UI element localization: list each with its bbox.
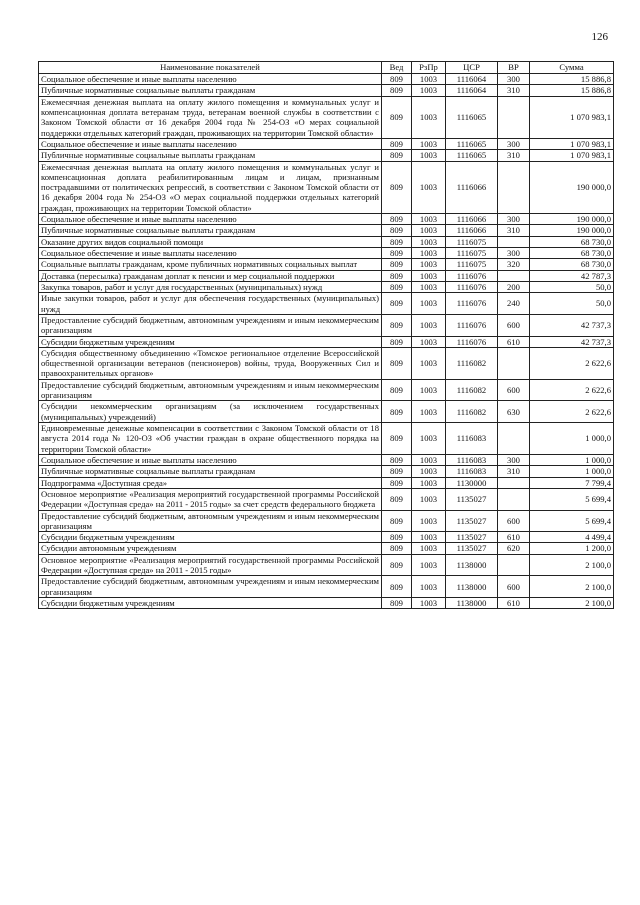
table-row xyxy=(39,138,614,149)
row-vr: 300 xyxy=(498,248,530,259)
table-row xyxy=(39,293,614,315)
row-ved: 809 xyxy=(382,85,412,96)
row-name: Подпрограмма «Доступная среда» xyxy=(39,477,382,488)
table-row xyxy=(39,477,614,488)
row-name: Субсидия общественному объединению «Томское региональное отделение Всероссийской общественной организации ветеранов (пенсионеров) войны, труда, Вооруженных Сил и правоохранительных органов» xyxy=(39,347,382,379)
row-rzpr: 1003 xyxy=(412,466,446,477)
row-rzpr: 1003 xyxy=(412,74,446,85)
row-name: Предоставление субсидий бюджетным, автономным учреждениям и иным некоммерческим организациям xyxy=(39,576,382,598)
row-ved: 809 xyxy=(382,543,412,554)
row-rzpr: 1003 xyxy=(412,96,446,138)
row-sum: 68 730,0 xyxy=(530,248,614,259)
header-name: Наименование показателей xyxy=(39,62,382,74)
row-name: Социальное обеспечение и иные выплаты населению xyxy=(39,138,382,149)
header-vr: ВР xyxy=(498,62,530,74)
row-name: Социальное обеспечение и иные выплаты населению xyxy=(39,74,382,85)
row-csr: 1116075 xyxy=(446,248,498,259)
row-sum: 2 100,0 xyxy=(530,576,614,598)
row-rzpr: 1003 xyxy=(412,532,446,543)
row-ved: 809 xyxy=(382,293,412,315)
row-csr: 1116082 xyxy=(446,379,498,401)
row-rzpr: 1003 xyxy=(412,214,446,225)
row-vr: 320 xyxy=(498,259,530,270)
row-vr xyxy=(498,554,530,576)
row-vr xyxy=(498,423,530,455)
row-rzpr: 1003 xyxy=(412,248,446,259)
table-row xyxy=(39,236,614,247)
row-vr: 310 xyxy=(498,85,530,96)
row-ved: 809 xyxy=(382,454,412,465)
table-row xyxy=(39,598,614,609)
row-name: Ежемесячная денежная выплата на оплату жилого помещения и коммунальных услуг и компенсационная доплата ветеранам труда, ветеранам военной службы в соответствии с Законом Томской области от 16 декабря 2004 года № 254-ОЗ «О мерах социальной поддержки отдельных категорий граждан, проживающих на территории Томской области» xyxy=(39,96,382,138)
row-rzpr: 1003 xyxy=(412,314,446,336)
row-name: Публичные нормативные социальные выплаты гражданам xyxy=(39,150,382,161)
row-rzpr: 1003 xyxy=(412,85,446,96)
row-sum: 1 000,0 xyxy=(530,466,614,477)
row-sum: 190 000,0 xyxy=(530,161,614,214)
row-ved: 809 xyxy=(382,347,412,379)
budget-table xyxy=(38,61,614,609)
table-row xyxy=(39,270,614,281)
row-csr: 1138000 xyxy=(446,598,498,609)
row-name: Закупка товаров, работ и услуг для государственных (муниципальных) нужд xyxy=(39,281,382,292)
row-ved: 809 xyxy=(382,477,412,488)
row-name: Основное мероприятие «Реализация мероприятий государственной программы Российской Федерации «Доступная среда» на 2011 - 2015 годы» xyxy=(39,554,382,576)
row-vr xyxy=(498,236,530,247)
row-sum: 1 070 983,1 xyxy=(530,138,614,149)
row-rzpr: 1003 xyxy=(412,477,446,488)
row-ved: 809 xyxy=(382,259,412,270)
table-row xyxy=(39,401,614,423)
row-sum: 15 886,8 xyxy=(530,85,614,96)
row-name: Субсидии автономным учреждениям xyxy=(39,543,382,554)
row-rzpr: 1003 xyxy=(412,510,446,532)
row-vr: 630 xyxy=(498,401,530,423)
row-csr: 1116065 xyxy=(446,96,498,138)
row-vr: 610 xyxy=(498,598,530,609)
row-sum: 5 699,4 xyxy=(530,510,614,532)
row-csr: 1116083 xyxy=(446,423,498,455)
row-vr xyxy=(498,270,530,281)
row-csr: 1135027 xyxy=(446,532,498,543)
row-sum: 50,0 xyxy=(530,281,614,292)
row-ved: 809 xyxy=(382,576,412,598)
table-row xyxy=(39,576,614,598)
row-vr: 310 xyxy=(498,150,530,161)
row-vr xyxy=(498,477,530,488)
row-sum: 42 787,3 xyxy=(530,270,614,281)
row-rzpr: 1003 xyxy=(412,554,446,576)
row-name: Иные закупки товаров, работ и услуг для обеспечения государственных (муниципальных) нужд xyxy=(39,293,382,315)
row-csr: 1116066 xyxy=(446,161,498,214)
row-ved: 809 xyxy=(382,74,412,85)
row-rzpr: 1003 xyxy=(412,225,446,236)
row-csr: 1135027 xyxy=(446,543,498,554)
row-ved: 809 xyxy=(382,214,412,225)
row-name: Субсидии бюджетным учреждениям xyxy=(39,336,382,347)
row-name: Субсидии бюджетным учреждениям xyxy=(39,598,382,609)
row-rzpr: 1003 xyxy=(412,543,446,554)
table-row xyxy=(39,423,614,455)
row-vr: 600 xyxy=(498,576,530,598)
row-sum: 1 000,0 xyxy=(530,454,614,465)
table-row xyxy=(39,336,614,347)
table-row xyxy=(39,379,614,401)
row-ved: 809 xyxy=(382,150,412,161)
table-row xyxy=(39,225,614,236)
table-row xyxy=(39,543,614,554)
row-name: Субсидии бюджетным учреждениям xyxy=(39,532,382,543)
row-sum: 2 622,6 xyxy=(530,347,614,379)
table-row xyxy=(39,281,614,292)
row-csr: 1116064 xyxy=(446,85,498,96)
row-rzpr: 1003 xyxy=(412,236,446,247)
row-ved: 809 xyxy=(382,423,412,455)
row-csr: 1116066 xyxy=(446,225,498,236)
table-row xyxy=(39,532,614,543)
row-ved: 809 xyxy=(382,270,412,281)
row-csr: 1116066 xyxy=(446,214,498,225)
table-row xyxy=(39,314,614,336)
row-csr: 1130000 xyxy=(446,477,498,488)
row-ved: 809 xyxy=(382,510,412,532)
header-rzpr: РзПр xyxy=(412,62,446,74)
row-csr: 1116065 xyxy=(446,150,498,161)
row-rzpr: 1003 xyxy=(412,259,446,270)
row-name: Предоставление субсидий бюджетным, автономным учреждениям и иным некоммерческим организациям xyxy=(39,510,382,532)
row-sum: 68 730,0 xyxy=(530,259,614,270)
row-name: Публичные нормативные социальные выплаты гражданам xyxy=(39,85,382,96)
row-ved: 809 xyxy=(382,598,412,609)
row-vr: 310 xyxy=(498,225,530,236)
header-ved: Вед xyxy=(382,62,412,74)
table-row xyxy=(39,85,614,96)
row-sum: 2 100,0 xyxy=(530,598,614,609)
row-name: Социальное обеспечение и иные выплаты населению xyxy=(39,214,382,225)
row-ved: 809 xyxy=(382,379,412,401)
row-rzpr: 1003 xyxy=(412,379,446,401)
row-name: Социальные выплаты гражданам, кроме публичных нормативных социальных выплат xyxy=(39,259,382,270)
row-name: Предоставление субсидий бюджетным, автономным учреждениям и иным некоммерческим организациям xyxy=(39,314,382,336)
row-name: Основное мероприятие «Реализация мероприятий государственной программы Российской Федерации «Доступная среда» на 2011 - 2015 годы» за счет средств федерального бюджета xyxy=(39,488,382,510)
row-csr: 1135027 xyxy=(446,510,498,532)
table-row xyxy=(39,466,614,477)
row-name: Социальное обеспечение и иные выплаты населению xyxy=(39,248,382,259)
row-csr: 1116082 xyxy=(446,401,498,423)
row-rzpr: 1003 xyxy=(412,161,446,214)
row-ved: 809 xyxy=(382,236,412,247)
row-name: Публичные нормативные социальные выплаты гражданам xyxy=(39,466,382,477)
row-csr: 1116064 xyxy=(446,74,498,85)
row-ved: 809 xyxy=(382,281,412,292)
row-name: Предоставление субсидий бюджетным, автономным учреждениям и иным некоммерческим организациям xyxy=(39,379,382,401)
row-csr: 1135027 xyxy=(446,488,498,510)
row-csr: 1116083 xyxy=(446,454,498,465)
row-rzpr: 1003 xyxy=(412,138,446,149)
row-csr: 1116076 xyxy=(446,293,498,315)
row-sum: 190 000,0 xyxy=(530,225,614,236)
row-csr: 1116076 xyxy=(446,336,498,347)
table-row xyxy=(39,161,614,214)
row-name: Публичные нормативные социальные выплаты гражданам xyxy=(39,225,382,236)
row-rzpr: 1003 xyxy=(412,598,446,609)
row-sum: 1 070 983,1 xyxy=(530,150,614,161)
table-row xyxy=(39,347,614,379)
row-csr: 1116075 xyxy=(446,259,498,270)
row-sum: 2 622,6 xyxy=(530,401,614,423)
row-csr: 1116083 xyxy=(446,466,498,477)
row-csr: 1116076 xyxy=(446,314,498,336)
row-vr: 300 xyxy=(498,454,530,465)
row-ved: 809 xyxy=(382,336,412,347)
row-sum: 5 699,4 xyxy=(530,488,614,510)
row-sum: 50,0 xyxy=(530,293,614,315)
row-rzpr: 1003 xyxy=(412,454,446,465)
row-vr: 300 xyxy=(498,214,530,225)
row-ved: 809 xyxy=(382,466,412,477)
row-name: Социальное обеспечение и иные выплаты населению xyxy=(39,454,382,465)
row-csr: 1116076 xyxy=(446,281,498,292)
row-name: Единовременные денежные компенсации в соответствии с Законом Томской области от 18 августа 2014 года № 120-ОЗ «Об участии граждан в охране общественного порядка на территории Томской области» xyxy=(39,423,382,455)
table-row xyxy=(39,248,614,259)
row-name: Субсидии некоммерческим организациям (за исключением государственных (муниципальных) учреждений) xyxy=(39,401,382,423)
row-vr: 600 xyxy=(498,379,530,401)
row-rzpr: 1003 xyxy=(412,270,446,281)
page-number: 126 xyxy=(591,31,608,43)
row-sum: 2 622,6 xyxy=(530,379,614,401)
row-ved: 809 xyxy=(382,161,412,214)
row-ved: 809 xyxy=(382,96,412,138)
row-rzpr: 1003 xyxy=(412,336,446,347)
table-row xyxy=(39,96,614,138)
row-vr: 310 xyxy=(498,466,530,477)
row-rzpr: 1003 xyxy=(412,150,446,161)
row-rzpr: 1003 xyxy=(412,401,446,423)
row-sum: 2 100,0 xyxy=(530,554,614,576)
row-ved: 809 xyxy=(382,248,412,259)
row-vr: 600 xyxy=(498,314,530,336)
row-vr: 300 xyxy=(498,138,530,149)
row-sum: 1 000,0 xyxy=(530,423,614,455)
row-sum: 68 730,0 xyxy=(530,236,614,247)
row-csr: 1116076 xyxy=(446,270,498,281)
row-ved: 809 xyxy=(382,138,412,149)
row-name: Оказание других видов социальной помощи xyxy=(39,236,382,247)
row-vr: 610 xyxy=(498,532,530,543)
row-rzpr: 1003 xyxy=(412,347,446,379)
row-csr: 1138000 xyxy=(446,576,498,598)
table-body xyxy=(39,74,614,609)
table-row xyxy=(39,454,614,465)
row-ved: 809 xyxy=(382,532,412,543)
row-vr: 200 xyxy=(498,281,530,292)
row-sum: 15 886,8 xyxy=(530,74,614,85)
row-ved: 809 xyxy=(382,401,412,423)
row-vr: 620 xyxy=(498,543,530,554)
table-row xyxy=(39,488,614,510)
row-sum: 190 000,0 xyxy=(530,214,614,225)
row-csr: 1116065 xyxy=(446,138,498,149)
table-row xyxy=(39,74,614,85)
row-sum: 1 070 983,1 xyxy=(530,96,614,138)
row-name: Доставка (пересылка) гражданам доплат к пенсии и мер социальной поддержки xyxy=(39,270,382,281)
row-csr: 1116082 xyxy=(446,347,498,379)
row-ved: 809 xyxy=(382,314,412,336)
table-header-row xyxy=(39,62,614,74)
row-rzpr: 1003 xyxy=(412,488,446,510)
row-ved: 809 xyxy=(382,488,412,510)
row-name: Ежемесячная денежная выплата на оплату жилого помещения и коммунальных услуг и компенсационная доплата реабилитированным лицам и лицам, признанным пострадавшими от политических репрессий, в соответствии с Законом Томской области от 16 декабря 2004 года № 254-ОЗ «О мерах социальной поддержки отдельных категорий граждан, проживающих на территории Томской области» xyxy=(39,161,382,214)
table-row xyxy=(39,259,614,270)
row-vr: 600 xyxy=(498,510,530,532)
row-sum: 1 200,0 xyxy=(530,543,614,554)
table-row xyxy=(39,554,614,576)
header-sum: Сумма xyxy=(530,62,614,74)
row-rzpr: 1003 xyxy=(412,423,446,455)
row-sum: 42 737,3 xyxy=(530,336,614,347)
row-rzpr: 1003 xyxy=(412,281,446,292)
table-row xyxy=(39,510,614,532)
row-ved: 809 xyxy=(382,554,412,576)
row-ved: 809 xyxy=(382,225,412,236)
row-sum: 42 737,3 xyxy=(530,314,614,336)
row-rzpr: 1003 xyxy=(412,576,446,598)
row-csr: 1138000 xyxy=(446,554,498,576)
row-vr: 240 xyxy=(498,293,530,315)
row-vr xyxy=(498,347,530,379)
row-vr xyxy=(498,96,530,138)
row-vr xyxy=(498,488,530,510)
row-vr: 610 xyxy=(498,336,530,347)
row-vr xyxy=(498,161,530,214)
table-row xyxy=(39,150,614,161)
row-sum: 7 799,4 xyxy=(530,477,614,488)
table-row xyxy=(39,214,614,225)
row-sum: 4 499,4 xyxy=(530,532,614,543)
header-csr: ЦСР xyxy=(446,62,498,74)
row-rzpr: 1003 xyxy=(412,293,446,315)
row-vr: 300 xyxy=(498,74,530,85)
row-csr: 1116075 xyxy=(446,236,498,247)
